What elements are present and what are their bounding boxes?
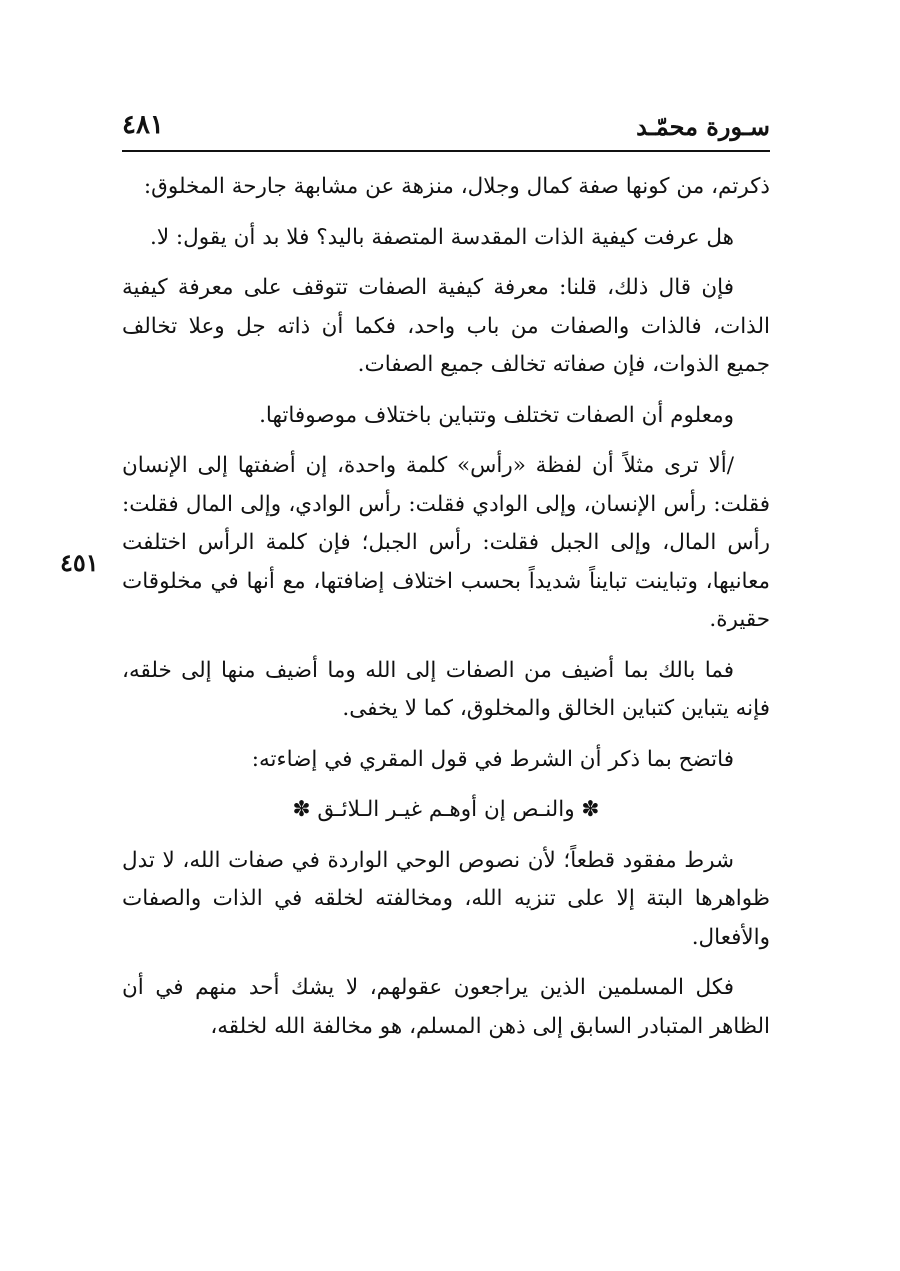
surah-title: سـورة محمّـد bbox=[636, 112, 770, 141]
verse-quote: ✽ والنـص إن أوهـم غيـر الـلائـق ✽ bbox=[292, 797, 600, 822]
page-header bbox=[122, 104, 770, 150]
paragraph-9: فكل المسلمين الذين يراجعون عقولهم، لا يشك أحد منهم في أن الظاهر المتبادر السابق إلى ذهن المسلم، هو مخالفة الله لخلقه، bbox=[122, 975, 770, 1039]
paragraph-2: هل عرفت كيفية الذات المقدسة المتصفة باليد؟ فلا بد أن يقول: لا. bbox=[150, 224, 734, 250]
paragraph-5: /ألا ترى مثلاً أن لفظة «رأس» كلمة واحدة، إن أضفتها إلى الإنسان فقلت: رأس الإنسان، وإلى الوادي فقلت: رأس الوادي، وإلى المال فقلت: رأس المال، وإلى الجبل فقلت: رأس الجبل؛ فإن كلمة الرأس اختلفت معانيها، وتباينت تبايناً شديداً بحسب اختلاف إضافتها، مع أنها في مخلوقات حقيرة. bbox=[122, 453, 770, 632]
paragraph-3: فإن قال ذلك، قلنا: معرفة كيفية الصفات تتوقف على معرفة كيفية الذات، فالذات والصفات من باب واحد، فكما أن ذاته جل وعلا تخالف جميع الذوات، فإن صفاته تخالف جميع الصفات. bbox=[122, 275, 770, 377]
paragraph-7: فاتضح بما ذكر أن الشرط في قول المقري في إضاءته: bbox=[251, 746, 734, 772]
paragraph-8: شرط مفقود قطعاً؛ لأن نصوص الوحي الواردة في صفات الله، لا تدل ظواهرها البتة إلا على تنزيه الله، ومخالفته لخلقه في الذات والصفات والأفعال. bbox=[122, 847, 770, 950]
page-number: ٤٨١ bbox=[122, 110, 164, 140]
paragraph-1: ذكرتم، من كونها صفة كمال وجلال، منزهة عن مشابهة جارحة المخلوق: bbox=[143, 174, 770, 199]
paragraph-6: فما بالك بما أضيف من الصفات إلى الله وما أضيف منها إلى خلقه، فإنه يتباين كتباين الخالق والمخلوق، كما لا يخفى. bbox=[122, 657, 770, 721]
paragraph-4: ومعلوم أن الصفات تختلف وتتباين باختلاف موصوفاتها. bbox=[259, 402, 734, 428]
header-divider bbox=[122, 150, 770, 152]
body-text bbox=[122, 168, 770, 1058]
margin-page-reference: ٤٥١ bbox=[60, 548, 99, 577]
